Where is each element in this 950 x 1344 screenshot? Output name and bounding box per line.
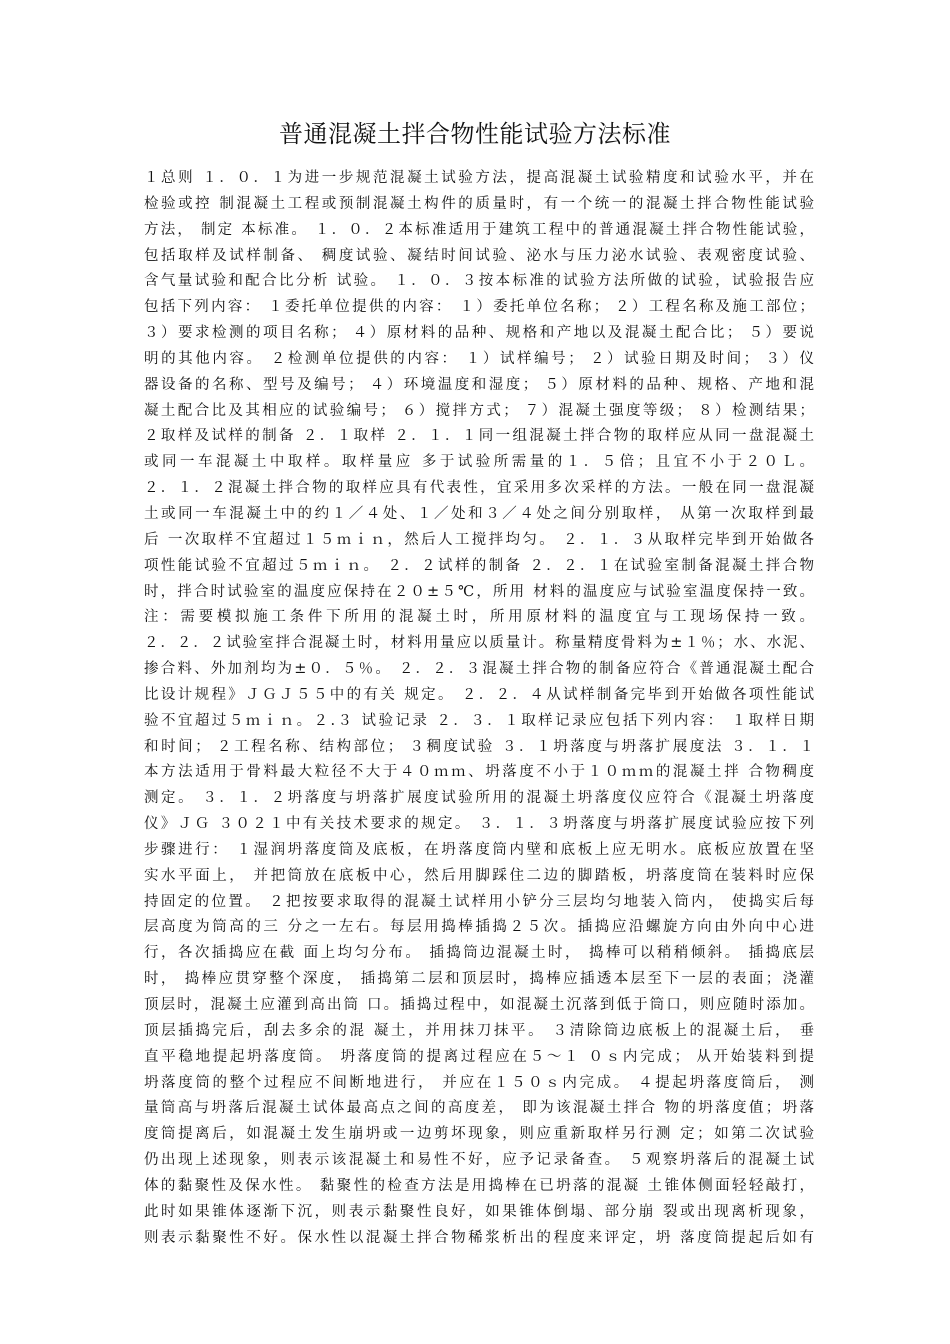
body-line: 凝土配合比及其相应的试验编号； ６）搅拌方式； ７）混凝土强度等级； ８）检测结果；	[144, 402, 814, 419]
body-line: 土或同一车混凝土中的约１／４处、１／处和３／４处之间分别取样， 从第一次取样到最	[144, 505, 814, 522]
body-line: 顶层时，混凝土应灌到高出筒 口。插捣过程中，如混凝土沉落到低于筒口，则应随时添加。	[144, 997, 814, 1013]
body-line: 度筒提离后，如混凝土发生崩坍或一边剪坏现象，则应重新取样另行测 定；如第二次试验	[144, 1126, 814, 1143]
body-line: 和时间； ２工程名称、结构部位； ３稠度试验 ３．１坍落度与坍落扩展度法 ３．１．１	[144, 738, 814, 755]
body-line: ２．１．２混凝土拌合物的取样应具有代表性，宜采用多次采样的方法。一般在同一盘混凝	[144, 480, 814, 497]
body-line: 顶层插捣完后，刮去多余的混 凝土，并用抹刀抹平。 ３清除筒边底板上的混凝土后， 垂	[144, 1022, 814, 1039]
body-line: 明的其他内容。 ２检测单位提供的内容： １）试样编号； ２）试验日期及时间； ３）仪	[144, 350, 814, 367]
body-line: 层高度为筒高的三 分之一左右。每层用捣棒插捣２５次。插捣应沿螺旋方向由外向中心进	[144, 919, 814, 936]
body-line: 时， 捣棒应贯穿整个深度， 插捣第二层和顶层时，捣棒应插透本层至下一层的表面；浇灌	[144, 971, 814, 988]
body-line: 本方法适用于骨料最大粒径不大于４０ｍｍ、坍落度不小于１０ｍｍ的混凝土拌 合物稠度	[144, 764, 814, 781]
body-line: 行，各次插捣应在截 面上均匀分布。 插捣筒边混凝土时， 捣棒可以稍稍倾斜。 插捣底层	[144, 945, 814, 962]
body-line: ２．２．２试验室拌合混凝土时，材料用量应以质量计。称量精度骨料为±１％；水、水泥、	[144, 635, 814, 652]
body-line: 验不宜超过５ｍｉｎ。２.３ 试验记录 ２．３．１取样记录应包括下列内容： １取样日期	[144, 712, 814, 729]
body-line: 体的黏聚性及保水性。 黏聚性的检查方法是用捣棒在已坍落的混凝 土锥体侧面轻轻敲打，	[144, 1177, 814, 1194]
body-line: 方法， 制定 本标准。 １．０．２本标准适用于建筑工程中的普通混凝土拌合物性能试验，	[144, 221, 814, 238]
body-line: 后 一次取样不宜超过１５ｍｉｎ，然后人工搅拌均匀。 ２．１．３从取样完毕到开始做各	[144, 531, 814, 548]
body-line: 注：需要模拟施工条件下所用的混凝土时，所用原材料的温度宜与工现场保持一致。	[144, 609, 814, 626]
body-line: 则表示黏聚性不好。保水性以混凝土拌合物稀浆析出的程度来评定，坍 落度筒提起后如有	[144, 1229, 814, 1246]
body-line: 直平稳地提起坍落度筒。 坍落度筒的提离过程应在５～１ ０ｓ内完成； 从开始装料到提	[144, 1048, 814, 1065]
body-line: 比设计规程》ＪＧＪ５５中的有关 规定。 ２．２．４从试样制备完毕到开始做各项性能试	[144, 686, 814, 703]
document-title: 普通混凝土拌合物性能试验方法标准	[279, 120, 671, 148]
body-line: 时，拌合时试验室的温度应保持在２０±５℃，所用 材料的温度应与试验室温度保持一致。	[144, 583, 814, 600]
body-line: 仍出现上述现象，则表示该混凝土和易性不好，应予记录备查。 ５观察坍落后的混凝土试	[144, 1152, 814, 1169]
body-line: 仪》ＪＧ ３０２１中有关技术要求的规定。 ３．１．３坍落度与坍落扩展度试验应按下列	[144, 816, 814, 833]
body-line: 测定。 ３．１．２坍落度与坍落扩展度试验所用的混凝土坍落度仪应符合《混凝土坍落度	[144, 790, 814, 807]
body-line: 此时如果锥体逐渐下沉，则表示黏聚性良好，如果锥体倒塌、部分崩 裂或出现离析现象，	[144, 1203, 814, 1220]
body-line: 步骤进行： １湿润坍落度筒及底板，在坍落度筒内壁和底板上应无明水。底板应放置在坚	[144, 841, 814, 858]
body-line: 检验或控 制混凝土工程或预制混凝土构件的质量时，有一个统一的混凝土拌合物性能试验	[144, 195, 814, 212]
body-line: 项性能试验不宜超过５ｍｉｎ。 ２．２试样的制备 ２．２．１在试验室制备混凝土拌合物	[144, 557, 814, 574]
body-line: 量筒高与坍落后混凝土试体最高点之间的高度差， 即为该混凝土拌合 物的坍落度值；坍落	[144, 1100, 814, 1117]
body-line: １总则 １．０．１为进一步规范混凝土试验方法，提高混凝土试验精度和试验水平，并在	[144, 170, 814, 186]
body-line: 器设备的名称、型号及编号； ４）环境温度和湿度； ５）原材料的品种、规格、产地和混	[144, 376, 814, 393]
body-line: 坍落度筒的整个过程应不间断地进行， 并应在１５０ｓ内完成。 ４提起坍落度筒后， 测	[144, 1074, 814, 1091]
body-line: 包括取样及试样制备、 稠度试验、凝结时间试验、泌水与压力泌水试验、表观密度试验、	[144, 247, 814, 264]
body-line: 持固定的位置。 ２把按要求取得的混凝土试样用小铲分三层均匀地装入筒内， 使捣实后每	[144, 893, 814, 910]
body-line: 或同一车混凝土中取样。取样量应 多于试验所需量的１．５倍；且宜不小于２０Ｌ。	[144, 454, 814, 471]
body-line: 含气量试验和配合比分析 试验。 １．０．３按本标准的试验方法所做的试验，试验报告应	[144, 273, 814, 290]
document-body	[144, 166, 814, 1266]
body-line: 包括下列内容： １委托单位提供的内容： １）委托单位名称； ２）工程名称及施工部位；	[144, 299, 814, 316]
body-line: ２取样及试样的制备 ２．１取样 ２．１．１同一组混凝土拌合物的取样应从同一盘混凝土	[144, 428, 814, 445]
body-line: 实水平面上， 并把筒放在底板中心，然后用脚踩住二边的脚踏板，坍落度筒在装料时应保	[144, 867, 814, 884]
body-line: 掺合料、外加剂均为±０．５％。 ２．２．３混凝土拌合物的制备应符合《普通混凝土配合	[144, 661, 814, 678]
body-line: ３）要求检测的项目名称； ４）原材料的品种、规格和产地以及混凝土配合比； ５）要说	[144, 325, 814, 342]
